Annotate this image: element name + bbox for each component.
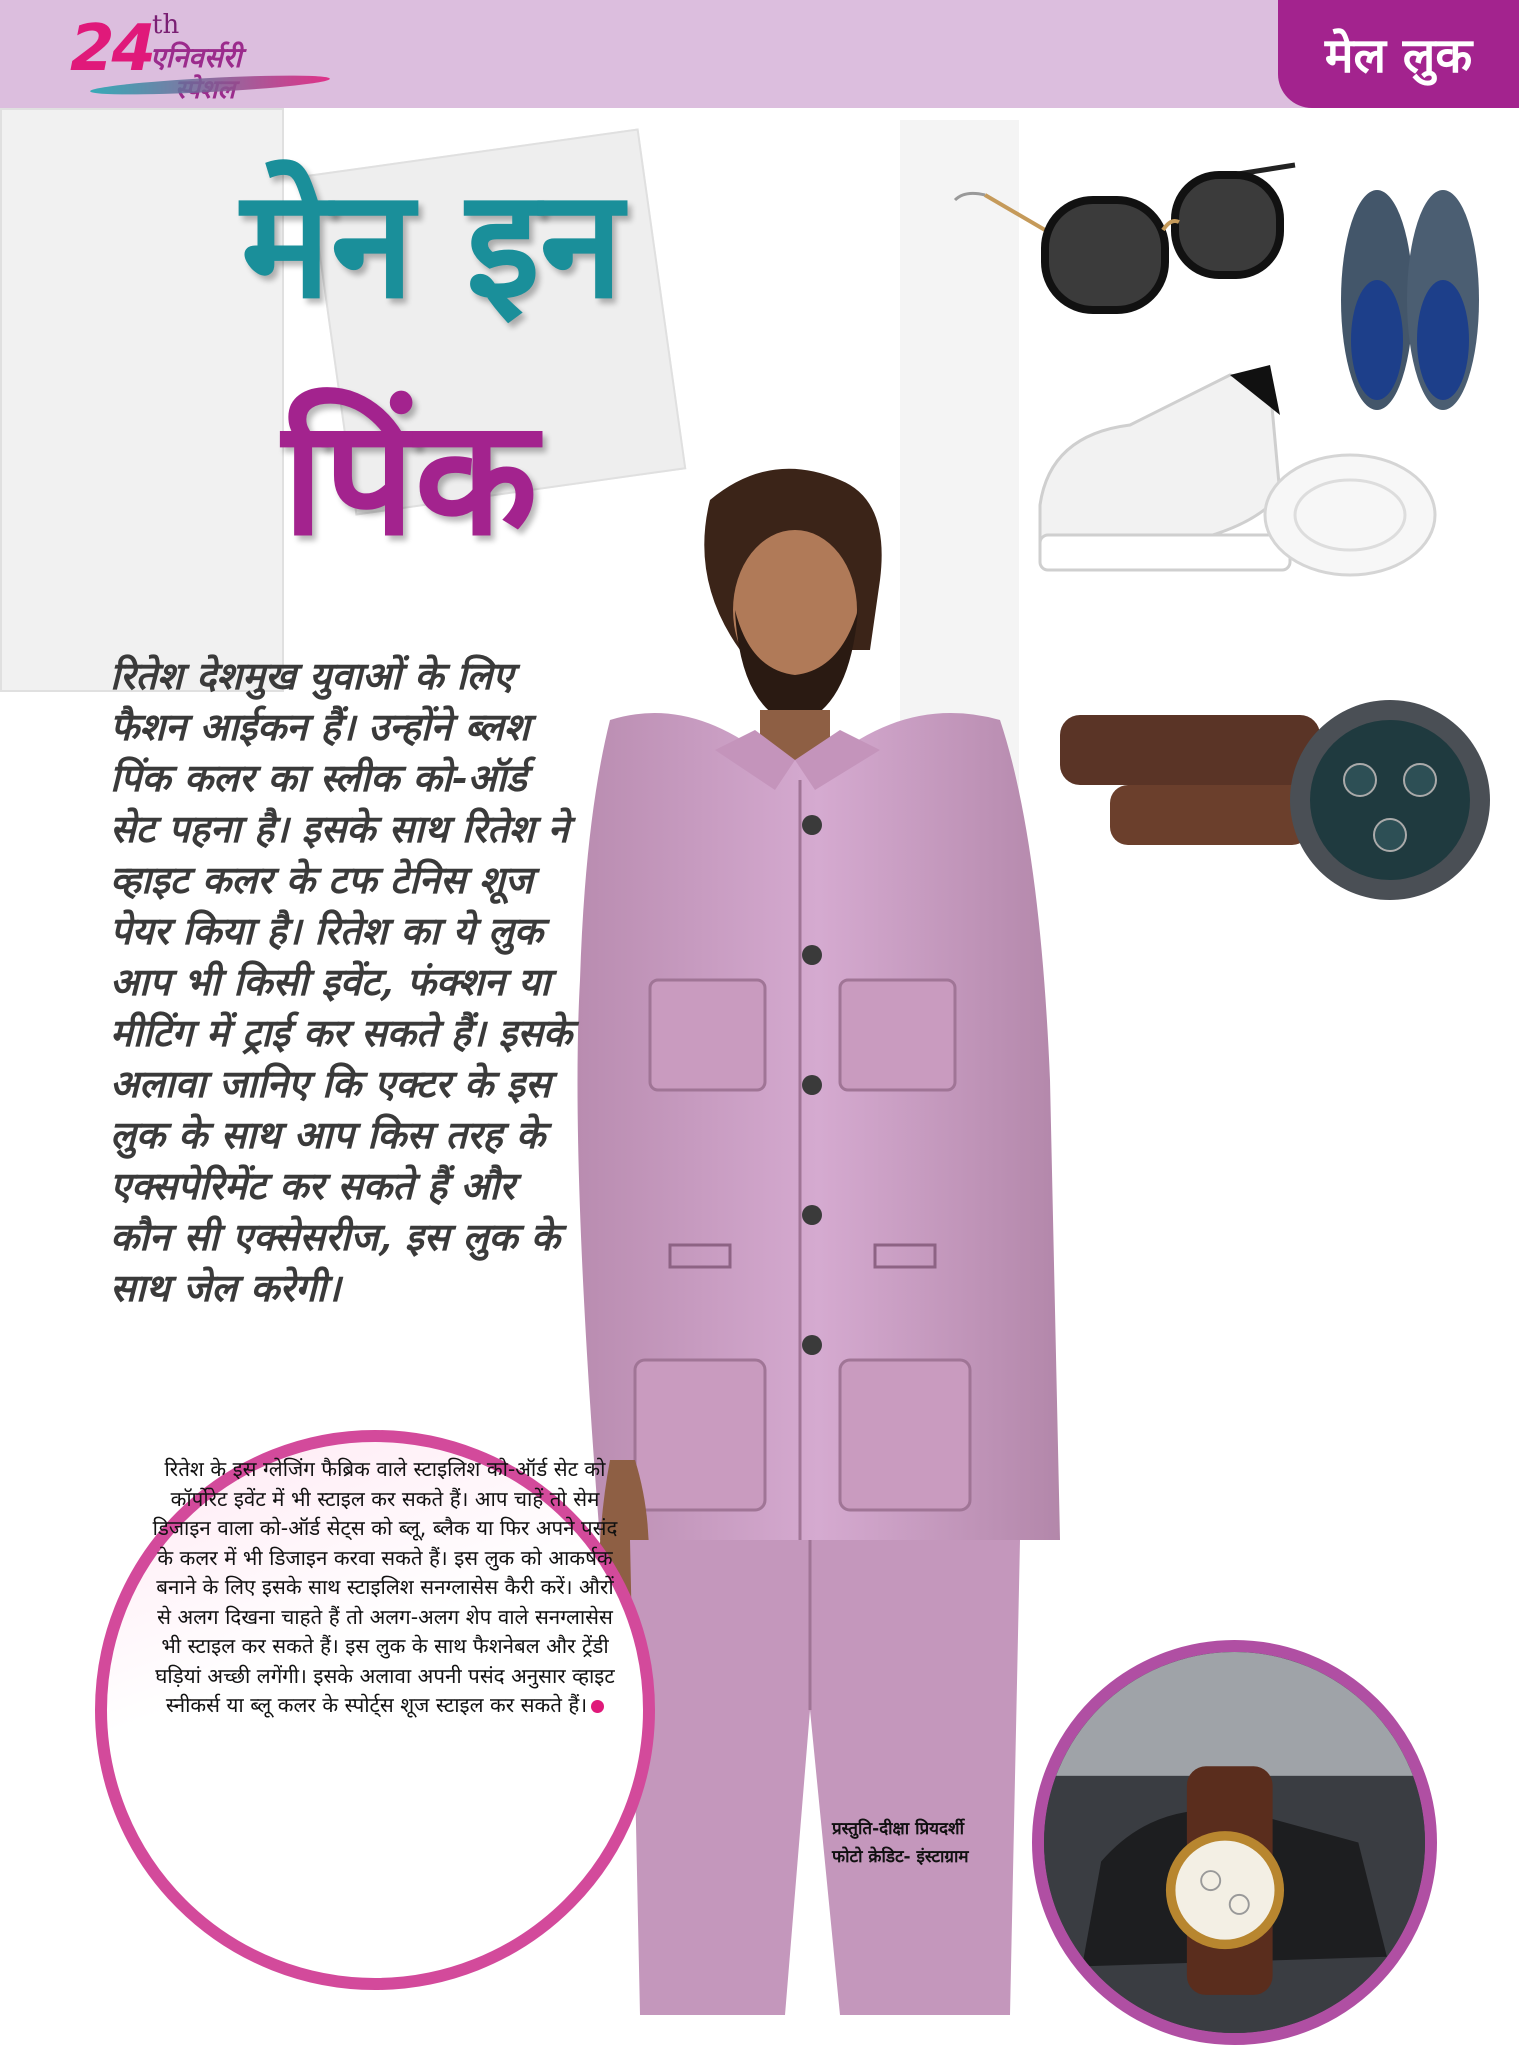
end-mark-icon [591, 1700, 604, 1713]
sidebar-text: रितेश के इस ग्लेजिंग फैब्रिक वाले स्टाइलिश को-ऑर्ड सेट को कॉर्पोरेट इवेंट में भी स्टाइल कर सकते हैं। आप चाहें तो सेम डिजाइन वाला को-ऑर्ड सेट्स को ब्लू, ब्लैक या फिर अपने पसंद के कलर में भी डिजाइन करवा सकते हैं। इस लुक को आकर्षक बनाने के लिए इसके साथ स्टाइलिश सनग्लासेस कैरी करें। औरों से अलग दिखना चाहते हैं तो अलग-अलग शेप वाले सनग्लासेस भी स्टाइल कर सकते हैं। इस लुक के साथ फैशनेबल और ट्रेंडी घड़ियां अच्छी लगेंगी। इसके अलावा अपनी पसंद अनुसार व्हाइट स्नीकर्स या ब्लू कलर के स्पोर्ट्स शूज स्टाइल कर सकते हैं। [152, 1457, 618, 1717]
wrist-watch-image [1050, 690, 1490, 910]
presented-by: प्रस्तुति-दीक्षा प्रियदर्शी [832, 1819, 964, 1839]
section-tab [1278, 0, 1519, 108]
anniversary-line1: एनिवर्सरी [150, 41, 242, 74]
sidebar-text-block [150, 1455, 620, 1721]
headline-line2: पिंक [282, 384, 538, 571]
anniversary-number: 24 [70, 12, 154, 86]
section-label: मेल लुक [1324, 27, 1473, 84]
leather-watch-photo [1032, 1640, 1437, 2045]
headline-line1: मेन इन [240, 158, 624, 332]
photo-credit: फोटो क्रेडिट- इंस्टाग्राम [832, 1847, 969, 1867]
article-body: रितेश देशमुख युवाओं के लिए फैशन आईकन हैं। उन्होंने ब्लश पिंक कलर का स्लीक को-ऑर्ड सेट पहना है। इसके साथ रितेश ने व्हाइट कलर के टफ टेनिस शूज पेयर किया है। रितेश का ये लुक आप भी किसी इवेंट, फंक्शन या मीटिंग में ट्राई कर सकते हैं। इसके अलावा जानिए कि एक्टर के इस लुक के साथ आप किस तरह के एक्सपेरिमेंट कर सकते हैं और कौन सी एक्सेसरीज, इस लुक के साथ जेल करेगी। [110, 653, 573, 1310]
sunglasses-image [945, 140, 1305, 320]
anniversary-logo [40, 8, 340, 103]
credits [832, 1815, 969, 1871]
anniversary-suffix: th [152, 10, 180, 40]
white-sneakers-image [1030, 355, 1440, 605]
